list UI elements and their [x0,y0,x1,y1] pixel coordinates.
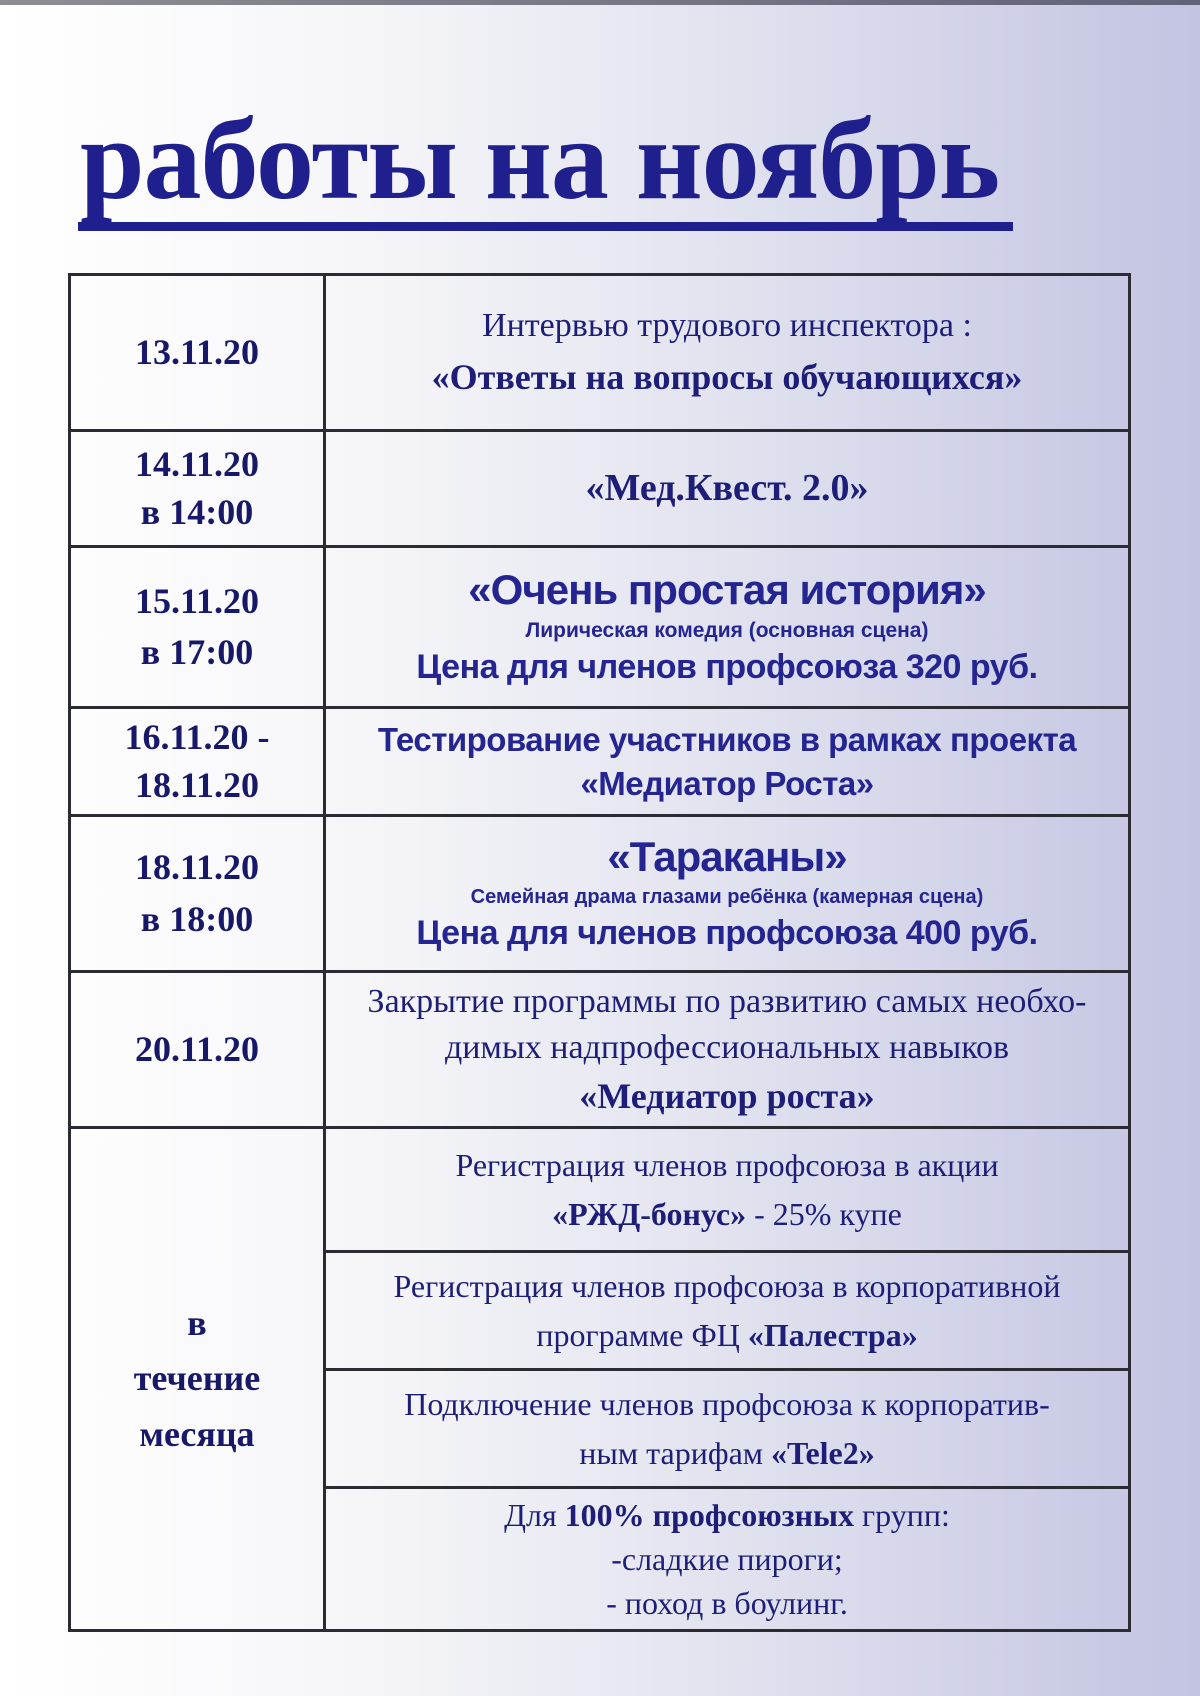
date-text: 18.11.20 [134,847,259,888]
date-text: 13.11.20 [134,331,259,372]
date-cell [70,972,325,1128]
event-line: Регистрация членов профсоюза в корпоративной [393,1268,1061,1304]
event-line: «Медиатор Роста» [580,764,874,802]
date-text: 15.11.20 [134,580,259,621]
event-line-rest: Для [504,1497,565,1533]
date-cell [70,275,325,431]
event-line: Подключение членов профсоюза к корпоратив- [404,1386,1050,1422]
event-subtitle-line: Семейная драма глазами ребёнка (камерная сцена) [470,886,984,909]
table-row [70,708,1130,816]
event-line [332,1194,1122,1234]
schedule-table [68,273,1131,1632]
event-line-rest: групп: [853,1497,950,1533]
event-line: «Мед.Квест. 2.0» [585,466,869,509]
date-text: в 14:00 [140,491,254,532]
event-cell [325,547,1130,708]
table-row [70,275,1130,431]
date-cell [70,547,325,708]
month-text: месяца [139,1413,255,1454]
event-line: Тестирование участников в рамках проекта [377,720,1077,758]
event-line: - поход в боулинг. [606,1585,848,1621]
date-text: 16.11.20 - [124,717,270,758]
event-cell [325,1370,1130,1488]
event-line-rest: - 25% купе [746,1196,902,1232]
table-row [70,1128,1130,1252]
table-row [70,972,1130,1128]
event-line-bold: «Tele2» [771,1435,875,1471]
table-row [70,431,1130,547]
event-price-line: Цена для членов профсоюза 400 руб. [416,914,1038,953]
table-row [70,547,1130,708]
event-line: Регистрация членов профсоюза в акции [455,1147,999,1183]
date-text: в 18:00 [140,898,254,939]
month-text: течение [133,1358,261,1399]
event-line-bold: 100% профсоюзных [564,1497,854,1533]
event-cell [325,972,1130,1128]
event-title-line: «Тараканы» [607,832,847,880]
month-span-cell [70,1128,325,1631]
event-cell [325,708,1130,816]
top-edge-strip [0,0,1200,5]
event-cell [325,1488,1130,1631]
date-cell [70,708,325,816]
event-line: «Медиатор роста» [579,1075,875,1116]
event-line-rest: ным тарифам [579,1435,772,1471]
event-price-line: Цена для членов профсоюза 320 руб. [416,648,1038,687]
event-line [332,1433,1122,1473]
event-line-bold: «Палестра» [747,1317,918,1353]
page-title: работы на ноябрь [78,100,1013,231]
event-cell [325,816,1130,972]
date-cell [70,431,325,547]
event-subtitle-line: Лирическая комедия (основная сцена) [525,619,929,643]
event-line: -сладкие пироги; [611,1541,843,1577]
event-cell [325,431,1130,547]
date-cell [70,816,325,972]
event-line: Закрытие программы по развитию самых необхо- [367,982,1087,1020]
event-line [332,1495,1122,1535]
event-line [332,1315,1122,1355]
event-cell [325,1128,1130,1252]
event-title-line: «Очень простая история» [468,565,986,613]
event-cell [325,275,1130,431]
date-text: 14.11.20 [134,444,259,485]
event-line: Интервью трудового инспектора : [482,307,972,345]
table-row [70,816,1130,972]
month-text: в [187,1303,207,1344]
event-line: димых надпрофессиональных навыков [444,1029,1010,1066]
date-text: в 17:00 [140,632,254,672]
event-line-rest: программе ФЦ [536,1317,748,1353]
event-line-bold: «РЖД-бонус» [552,1196,747,1232]
event-cell [325,1252,1130,1370]
date-text: 18.11.20 [134,764,259,805]
date-text: 20.11.20 [134,1028,259,1069]
event-line: «Ответы на вопросы обучающихся» [431,356,1023,397]
